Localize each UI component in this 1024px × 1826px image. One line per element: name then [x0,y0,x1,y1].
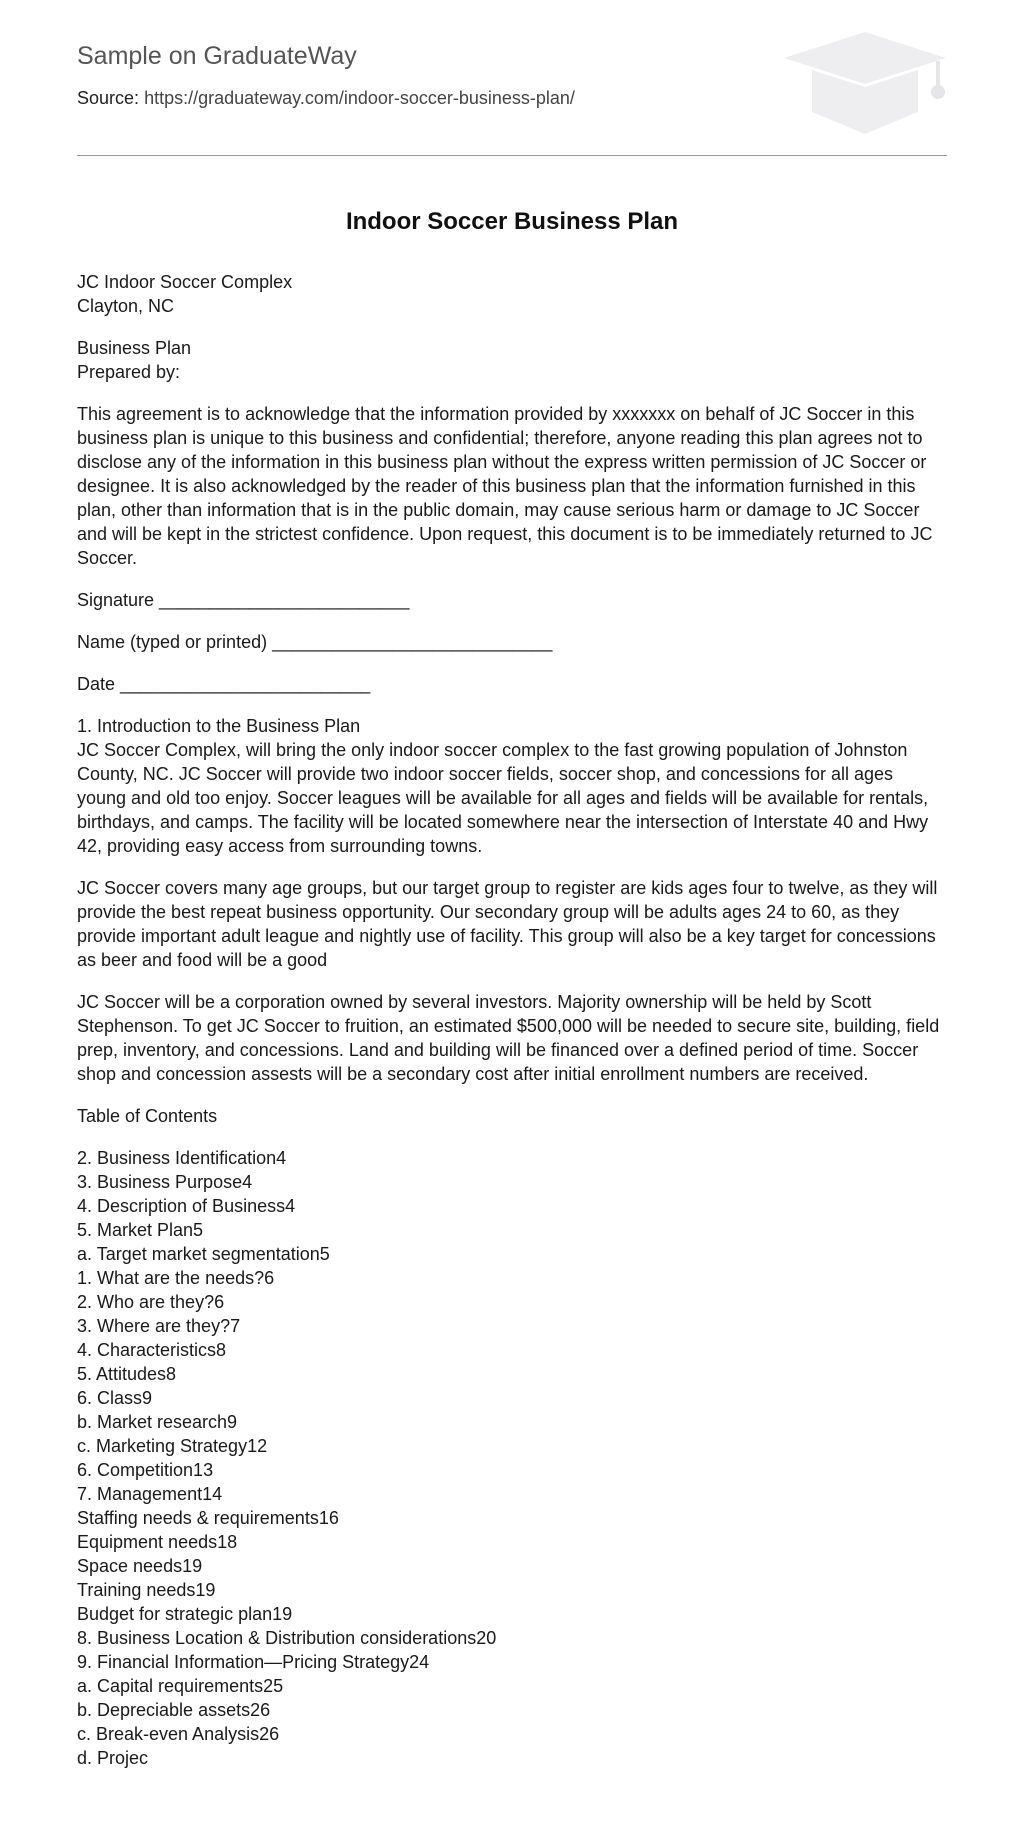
toc-item: Equipment needs18 [77,1532,238,1552]
target-paragraph: JC Soccer covers many age groups, but our target group to register are kids ages four to twelve, as they will provide the best repeat business opportunity. Our secondary group will be adults ages 24 to 60, as they provide important adult league and nightly use of facility. This group will also be a key target for concessions as beer and food will be a good [77,878,938,970]
table-of-contents [77,1146,947,1770]
toc-item: Budget for strategic plan19 [77,1604,293,1624]
source-label: Source: [77,88,140,108]
date-line: Date _________________________ [77,674,371,694]
toc-item: b. Market research9 [77,1412,238,1432]
toc-item: Training needs19 [77,1580,216,1600]
toc-item: 3. Business Purpose4 [77,1172,253,1192]
toc-item: 1. What are the needs?6 [77,1268,275,1288]
address-line: Clayton, NC [77,296,175,316]
toc-item: c. Break-even Analysis26 [77,1724,280,1744]
introduction-block [77,714,947,858]
toc-item: 4. Characteristics8 [77,1340,227,1360]
toc-item: 6. Competition13 [77,1460,214,1480]
toc-item: 5. Market Plan5 [77,1220,204,1240]
plan-line: Business Plan [77,338,192,358]
graduation-cap-icon [782,30,948,134]
toc-item: b. Depreciable assets26 [77,1700,271,1720]
toc-item: 8. Business Location & Distribution considerations20 [77,1628,497,1648]
toc-heading: Table of Contents [77,1106,218,1126]
toc-item: 6. Class9 [77,1388,153,1408]
plan-block [77,336,947,384]
source-link[interactable]: https://graduateway.com/indoor-soccer-business-plan/ [144,88,575,108]
site-title: Sample on GraduateWay [77,42,357,70]
toc-item: 2. Who are they?6 [77,1292,225,1312]
document-body [77,200,947,1770]
toc-item: 9. Financial Information—Pricing Strategy24 [77,1652,430,1672]
signature-line: Signature _________________________ [77,590,410,610]
toc-item: a. Capital requirements25 [77,1676,284,1696]
document-title: Indoor Soccer Business Plan [345,208,679,235]
toc-item: 3. Where are they?7 [77,1316,241,1336]
address-line: JC Indoor Soccer Complex [77,272,293,292]
toc-item: c. Marketing Strategy12 [77,1436,268,1456]
toc-item: 5. Attitudes8 [77,1364,177,1384]
plan-line: Prepared by: [77,362,181,382]
toc-item: Staffing needs & requirements16 [77,1508,339,1528]
page-header [77,0,947,156]
toc-item: d. Projec [77,1748,149,1768]
intro-heading: 1. Introduction to the Business Plan [77,716,361,736]
toc-item: 2. Business Identification4 [77,1148,287,1168]
toc-item: Space needs19 [77,1556,203,1576]
name-line: Name (typed or printed) ____________________________ [77,632,553,652]
agreement-paragraph: This agreement is to acknowledge that the information provided by xxxxxxx on behalf of JC Soccer in this business plan is unique to this business and confidential; therefore, anyone reading this plan agrees not to disclose any of the information in this business plan without the express written permission of JC Soccer or designee. It is also acknowledged by the reader of this business plan that the information furnished in this plan, other than information that is in the public domain, may cause serious harm or damage to JC Soccer and will be kept in the strictest confidence. Upon request, this document is to be immediately returned to JC Soccer. [77,404,933,568]
toc-item: a. Target market segmentation5 [77,1244,330,1264]
ownership-paragraph: JC Soccer will be a corporation owned by several investors. Majority ownership will be held by Scott Stephenson. To get JC Soccer to fruition, an estimated $500,000 will be needed to secure site, building, field prep, inventory, and concessions. Land and building will be financed over a defined period of time. Soccer shop and concession assests will be a secondary cost after initial enrollment numbers are received. [77,992,940,1084]
intro-text: JC Soccer Complex, will bring the only indoor soccer complex to the fast growing population of Johnston County, NC. JC Soccer will provide two indoor soccer fields, soccer shop, and concessions for all ages young and old too enjoy. Soccer leagues will be available for all ages and fields will be available for rentals, birthdays, and camps. The facility will be located somewhere near the intersection of Interstate 40 and Hwy 42, providing easy access from surrounding towns. [77,740,929,856]
source-line [77,88,575,109]
toc-item: 7. Management14 [77,1484,223,1504]
address-block [77,270,947,318]
toc-item: 4. Description of Business4 [77,1196,296,1216]
header-divider [77,155,947,156]
